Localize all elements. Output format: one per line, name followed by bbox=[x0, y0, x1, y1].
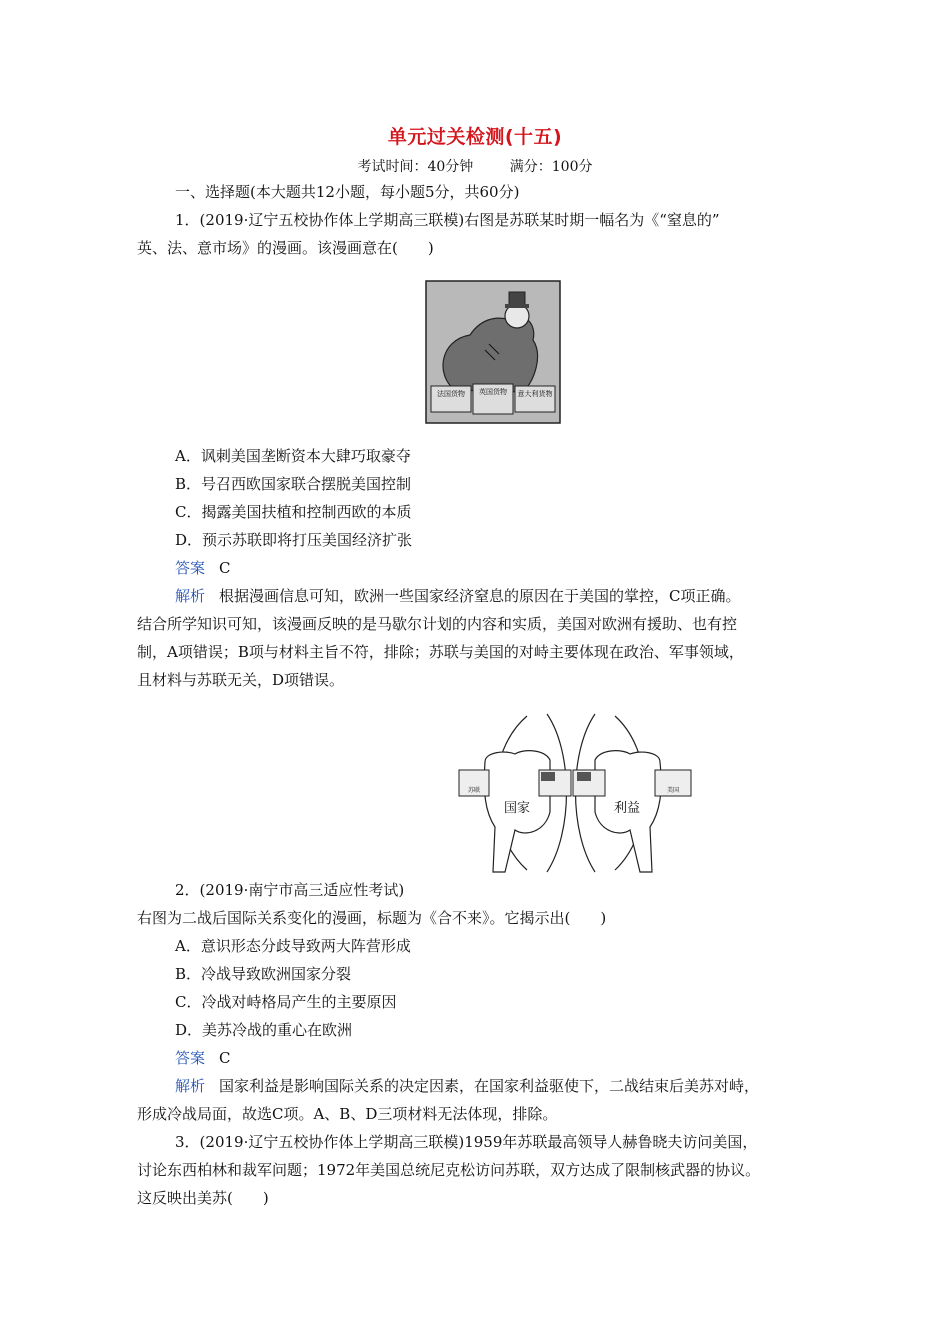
q2-stem-line2: 右图为二战后国际关系变化的漫画，标题为《合不来》。它揭示出( ) bbox=[137, 909, 607, 927]
q1-stem-line1: 1．(2019·辽宁五校协作体上学期高三联模)右图是苏联某时期一幅名为《“窒息的” bbox=[175, 211, 720, 229]
q1-analysis-text1: 根据漫画信息可知，欧洲一些国家经济窒息的原因在于美国的掌控，C项正确。 bbox=[219, 587, 741, 605]
exam-score: 满分：100分 bbox=[509, 159, 593, 175]
page-title: 单元过关检测(十五) bbox=[387, 126, 563, 148]
q1-analysis-line4: 且材料与苏联无关，D项错误。 bbox=[137, 671, 345, 689]
exam-time: 考试时间：40分钟 bbox=[357, 159, 474, 175]
q1-answer bbox=[175, 558, 865, 578]
q3-stem-line2: 讨论东西柏林和裁军问题；1972年美国总统尼克松访问苏联，双方达成了限制核武器的协议。 bbox=[137, 1161, 761, 1179]
q2-analysis-line2: 形成冷战局面，故选C项。A、B、D三项材料无法体现，排除。 bbox=[137, 1105, 558, 1123]
q2-analysis-line1 bbox=[175, 1076, 865, 1096]
q1-answer-label: 答案 bbox=[175, 559, 206, 577]
q3-stem-line1: 3．(2019·辽宁五校协作体上学期高三联模)1959年苏联最高领导人赫鲁晓夫访问美国， bbox=[175, 1133, 758, 1151]
q2-answer bbox=[175, 1048, 865, 1068]
exam-info bbox=[0, 156, 950, 176]
q2-fig-label-usa: 美国 bbox=[666, 787, 680, 794]
q1-option-d: D．预示苏联即将打压美国经济扩张 bbox=[175, 531, 413, 549]
q1-fig-label-france: 法国货物 bbox=[437, 390, 465, 398]
q1-option-b: B．号召西欧国家联合摆脱美国控制 bbox=[175, 475, 412, 493]
q1-option-c: C．揭露美国扶植和控制西欧的本质 bbox=[175, 503, 412, 521]
q1-fig-label-italy: 意大利货物 bbox=[517, 390, 553, 398]
q2-analysis-label: 解析 bbox=[175, 1077, 206, 1095]
q2-answer-label: 答案 bbox=[175, 1049, 206, 1067]
q3-stem-line3: 这反映出美苏( ) bbox=[137, 1189, 269, 1207]
q2-fig-label-ussr: 苏联 bbox=[467, 787, 481, 794]
section-heading: 一、选择题(本大题共12小题，每小题5分，共60分) bbox=[175, 183, 520, 201]
q2-stem-line1: 2．(2019·南宁市高三适应性考试) bbox=[175, 881, 405, 899]
q1-option-a: A．讽刺美国垄断资本大肆巧取豪夺 bbox=[175, 447, 411, 465]
q2-fig-label-interest: 利益 bbox=[613, 801, 641, 816]
q1-cartoon-figure bbox=[425, 280, 561, 424]
q1-analysis-label: 解析 bbox=[175, 587, 206, 605]
q2-cartoon-figure bbox=[455, 712, 700, 874]
q1-fig-label-britain: 英国货物 bbox=[479, 388, 507, 396]
q1-analysis-line3: 制，A项错误；B项与材料主旨不符，排除；苏联与美国的对峙主要体现在政治、军事领域， bbox=[137, 643, 744, 661]
q1-analysis-line1 bbox=[175, 586, 865, 606]
q1-analysis-line2: 结合所学知识可知，该漫画反映的是马歇尔计划的内容和实质，美国对欧洲有援助、也有控 bbox=[137, 615, 738, 633]
q2-option-c: C．冷战对峙格局产生的主要原因 bbox=[175, 993, 397, 1011]
q2-option-d: D．美苏冷战的重心在欧洲 bbox=[175, 1021, 353, 1039]
q2-option-b: B．冷战导致欧洲国家分裂 bbox=[175, 965, 352, 983]
q2-option-a: A．意识形态分歧导致两大阵营形成 bbox=[175, 937, 411, 955]
q2-analysis-text1: 国家利益是影响国际关系的决定因素，在国家利益驱使下，二战结束后美苏对峙， bbox=[219, 1077, 760, 1095]
q1-answer-value: C bbox=[219, 559, 231, 577]
q1-stem-line2: 英、法、意市场》的漫画。该漫画意在( ) bbox=[137, 239, 434, 257]
q2-answer-value: C bbox=[219, 1049, 231, 1067]
q2-fig-label-nation: 国家 bbox=[503, 801, 531, 816]
